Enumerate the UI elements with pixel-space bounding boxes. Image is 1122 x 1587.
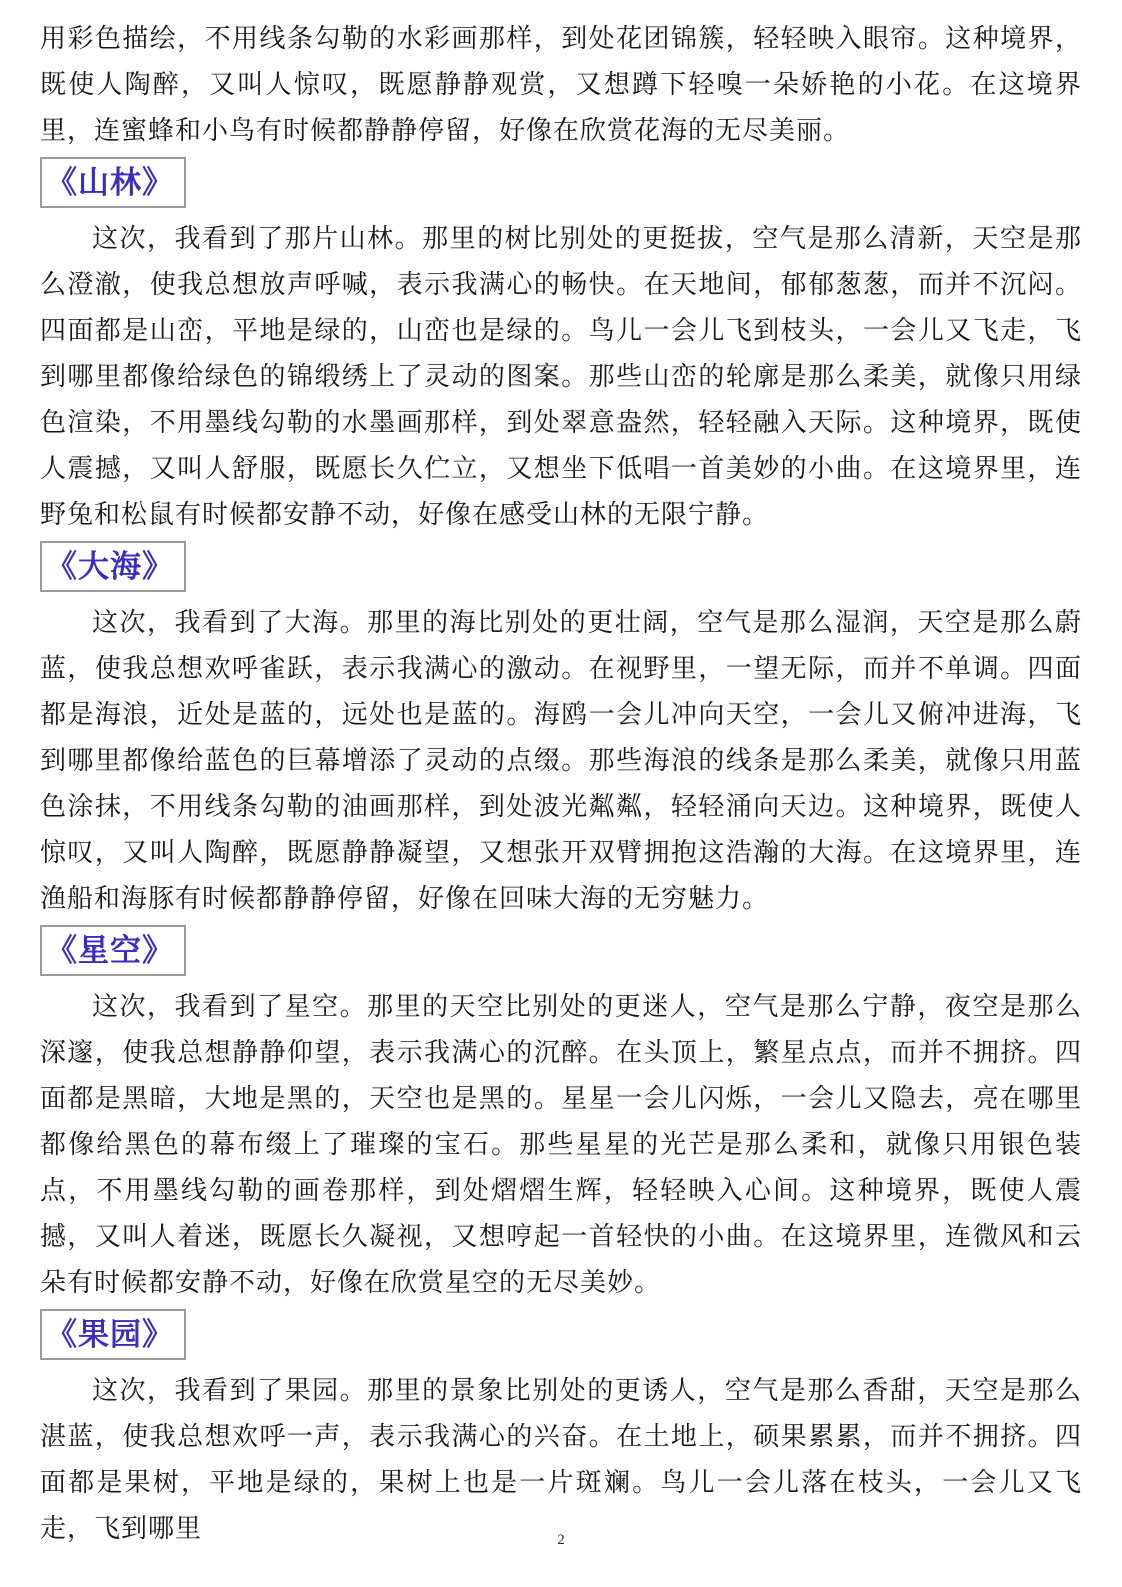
paragraph-continuation: 用彩色描绘，不用线条勾勒的水彩画那样，到处花团锦簇，轻轻映入眼帘。这种境界，既使人陶醉，又叫人惊叹，既愿静静观赏，又想蹲下轻嗅一朵娇艳的小花。在这境界里，连蜜蜂和小鸟有时候都静静停留，好像在欣赏花海的无尽美丽。 bbox=[40, 24, 1082, 145]
section-title-shanlin: 《山林》 bbox=[40, 157, 186, 208]
section-title-guoyuan: 《果园》 bbox=[40, 1309, 186, 1360]
section-title-xingkong: 《星空》 bbox=[40, 925, 186, 976]
paragraph-xingkong: 这次，我看到了星空。那里的天空比别处的更迷人，空气是那么宁静，夜空是那么深邃，使我总想静静仰望，表示我满心的沉醉。在头顶上，繁星点点，而并不拥挤。四面都是黑暗，大地是黑的，天空也是黑的。星星一会儿闪烁，一会儿又隐去，亮在哪里都像给黑色的幕布缀上了璀璨的宝石。那些星星的光芒是那么柔和，就像只用银色装点，不用墨线勾勒的画卷那样，到处熠熠生辉，轻轻映入心间。这种境界，既使人震撼，又叫人着迷，既愿长久凝视，又想哼起一首轻快的小曲。在这境界里，连微风和云朵有时候都安静不动，好像在欣赏星空的无尽美妙。 bbox=[40, 992, 1082, 1297]
section-title-dahai: 《大海》 bbox=[40, 541, 186, 592]
section-heading-row-guoyuan bbox=[40, 1309, 1082, 1360]
paragraph-guoyuan: 这次，我看到了果园。那里的景象比别处的更诱人，空气是那么香甜，天空是那么湛蓝，使我总想欢呼一声，表示我满心的兴奋。在土地上，硕果累累，而并不拥挤。四面都是果树，平地是绿的，果树上也是一片斑斓。鸟儿一会儿落在枝头，一会儿又飞走，飞到哪里 bbox=[40, 1376, 1082, 1543]
section-heading-row-shanlin bbox=[40, 157, 1082, 208]
section-heading-row-dahai bbox=[40, 541, 1082, 592]
section-heading-row-xingkong bbox=[40, 925, 1082, 976]
page-number: 2 bbox=[557, 1532, 565, 1548]
paragraph-shanlin: 这次，我看到了那片山林。那里的树比别处的更挺拔，空气是那么清新，天空是那么澄澈，使我总想放声呼喊，表示我满心的畅快。在天地间，郁郁葱葱，而并不沉闷。四面都是山峦，平地是绿的，山峦也是绿的。鸟儿一会儿飞到枝头，一会儿又飞走，飞到哪里都像给绿色的锦缎绣上了灵动的图案。那些山峦的轮廓是那么柔美，就像只用绿色渲染，不用墨线勾勒的水墨画那样，到处翠意盎然，轻轻融入天际。这种境界，既使人震撼，又叫人舒服，既愿长久伫立，又想坐下低唱一首美妙的小曲。在这境界里，连野兔和松鼠有时候都安静不动，好像在感受山林的无限宁静。 bbox=[40, 224, 1082, 529]
paragraph-dahai: 这次，我看到了大海。那里的海比别处的更壮阔，空气是那么湿润，天空是那么蔚蓝，使我总想欢呼雀跃，表示我满心的激动。在视野里，一望无际，而并不单调。四面都是海浪，近处是蓝的，远处也是蓝的。海鸥一会儿冲向天空，一会儿又俯冲进海，飞到哪里都像给蓝色的巨幕增添了灵动的点缀。那些海浪的线条是那么柔美，就像只用蓝色涂抹，不用线条勾勒的油画那样，到处波光粼粼，轻轻涌向天边。这种境界，既使人惊叹，又叫人陶醉，既愿静静凝望，又想张开双臂拥抱这浩瀚的大海。在这境界里，连渔船和海豚有时候都静静停留，好像在回味大海的无穷魅力。 bbox=[40, 608, 1082, 913]
